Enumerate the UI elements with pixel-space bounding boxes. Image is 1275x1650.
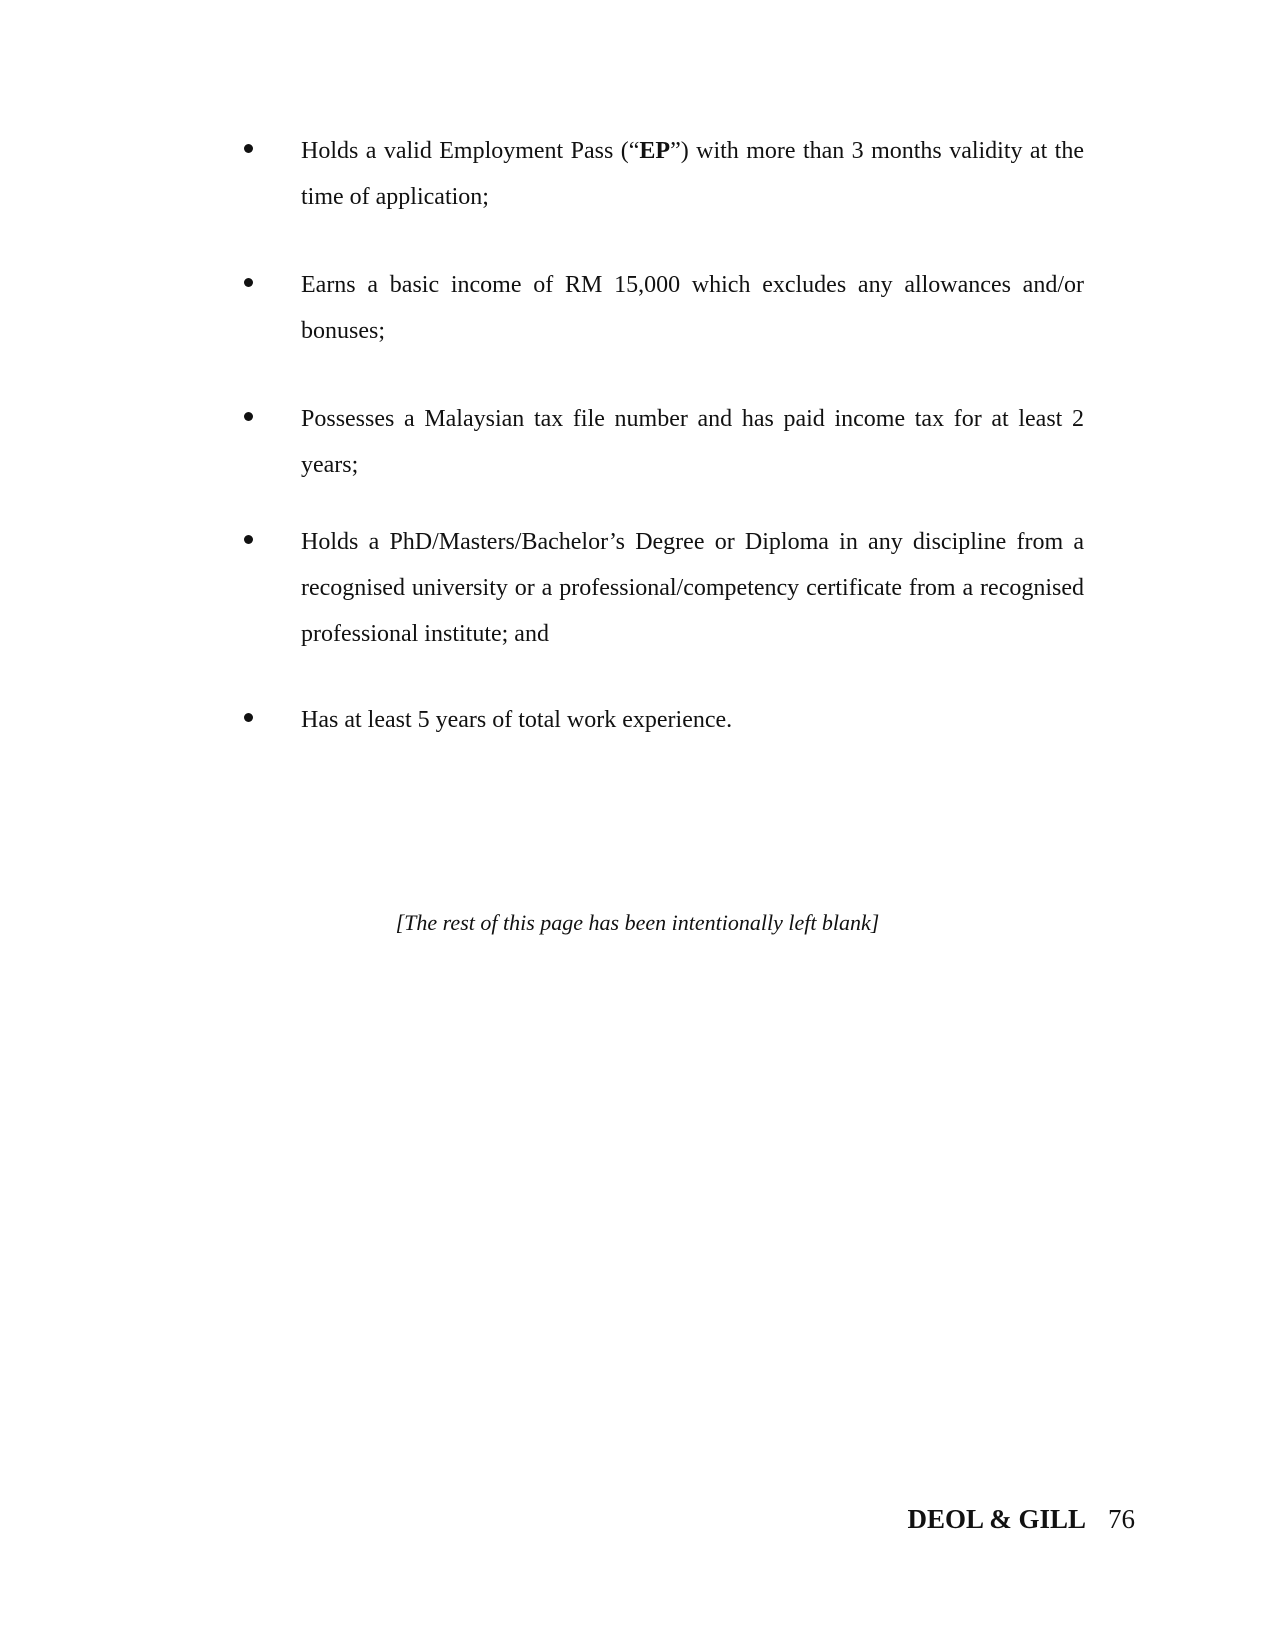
bullet-icon bbox=[244, 535, 253, 544]
list-item-text bbox=[301, 128, 1084, 220]
intentionally-blank-note: [The rest of this page has been intentionally left blank] bbox=[395, 910, 880, 935]
list-item-text: Holds a PhD/Masters/Bachelor’s Degree or Diploma in any discipline from a recognised university or a professional/competency certificate from a recognised professional institute; and bbox=[301, 529, 1084, 647]
bullet-icon bbox=[244, 144, 253, 153]
bullet-icon bbox=[244, 278, 253, 287]
page-footer bbox=[907, 1502, 1135, 1536]
bullet-icon bbox=[244, 412, 253, 421]
list-item-text: Has at least 5 years of total work experience. bbox=[301, 707, 733, 733]
list-item-bold-term: EP bbox=[639, 138, 671, 164]
bullet-icon bbox=[244, 713, 253, 722]
list-item-text: Earns a basic income of RM 15,000 which excludes any allowances and/or bonuses; bbox=[301, 272, 1084, 344]
list-item-text: Possesses a Malaysian tax file number and has paid income tax for at least 2 years; bbox=[301, 406, 1084, 478]
page-number: 76 bbox=[1108, 1504, 1135, 1534]
footer-firm-name: DEOL & GILL bbox=[907, 1504, 1086, 1534]
list-item-text-end: ”) with more than 3 months validity at the time of application; bbox=[301, 138, 1084, 210]
list-item-text-start: Holds a valid Employment Pass (“ bbox=[301, 138, 640, 164]
